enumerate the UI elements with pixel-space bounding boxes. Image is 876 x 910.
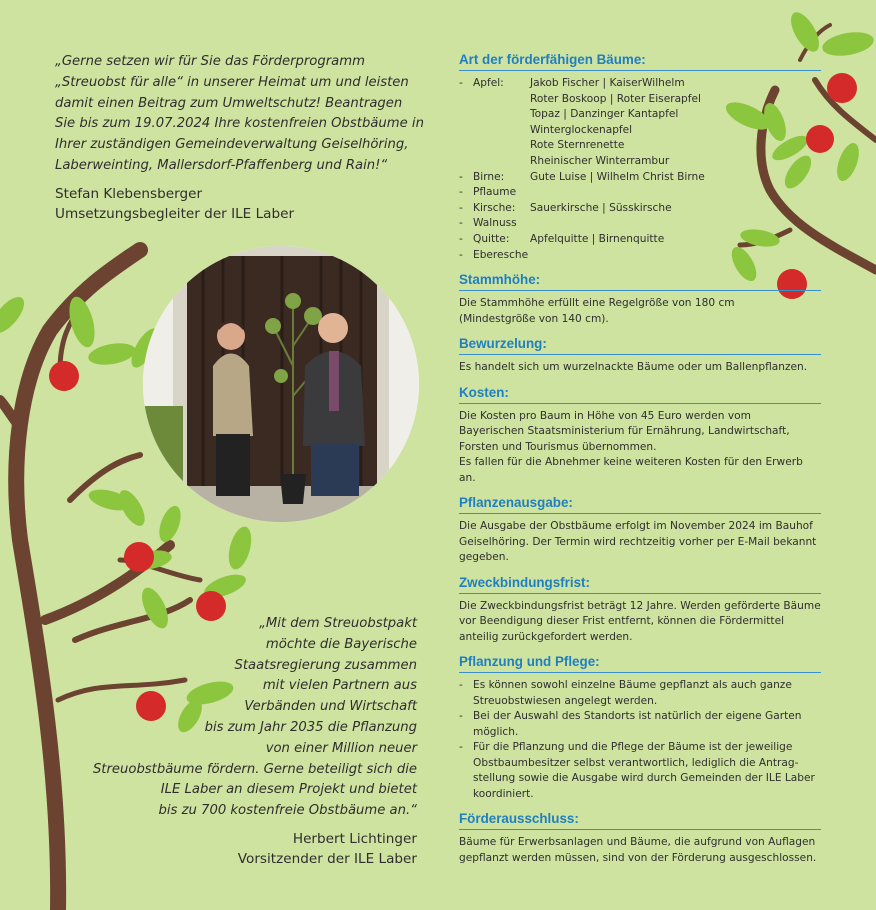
tree-name: Quitte:: [473, 232, 510, 245]
quote-line: möchte die Bayerische: [265, 636, 417, 652]
list-text: stellung sowie die Ausgabe wird durch Gemeinden der ILE Laber: [473, 772, 815, 785]
list-dash: [459, 694, 473, 710]
section-text: [459, 360, 821, 376]
section-title: Kosten:: [459, 385, 821, 404]
list-item: [459, 678, 821, 694]
leaf: [155, 503, 185, 545]
list-dash: -: [459, 710, 463, 723]
text-line: anteilig zurückgefordert werden.: [459, 630, 633, 643]
text-line: (Mindestgröße von 140 cm).: [459, 312, 609, 325]
tree-row: [459, 92, 821, 108]
text-line: gegeben.: [459, 551, 509, 564]
tree-varieties: [530, 216, 821, 232]
quote-line: „Streuobst für alle“ in unserer Heimat um und leisten: [55, 74, 409, 90]
list-dash: [459, 787, 473, 803]
list-dash: -: [459, 741, 463, 754]
text-line: Bäume für Erwerbsanlagen und Bäume, die aufgrund von Auflagen: [459, 836, 816, 849]
list-dash: [459, 725, 473, 741]
quote-line: bis zum Jahr 2035 die Pflanzung: [204, 719, 417, 735]
author-name: Herbert Lichtinger: [292, 831, 417, 847]
section-kosten: [459, 385, 821, 487]
tree-varieties: Sauerkirsche | Süsskirsche: [530, 201, 672, 214]
tree-name: Eberesche: [473, 248, 529, 261]
section-foerderausschluss: [459, 811, 821, 866]
list-item: [459, 787, 821, 803]
list-dash: [459, 92, 473, 108]
quote-klebensberger: [55, 52, 425, 177]
tree-name: Birne:: [473, 170, 505, 183]
section-title: Förderausschluss:: [459, 811, 821, 830]
list-dash: [459, 154, 473, 170]
quote-lichtinger: [57, 614, 417, 822]
text-line: Geiselhöring. Der Termin wird rechtzeitig vorher per E-Mail bekannt: [459, 535, 817, 548]
section-title: Stammhöhe:: [459, 272, 821, 291]
author-role: Vorsitzender der ILE Laber: [237, 851, 417, 867]
tree-name: Walnuss: [473, 217, 517, 230]
list-dash: -: [459, 232, 463, 245]
section-text: [459, 599, 821, 646]
apple: [827, 73, 857, 103]
text-line: Forsten und Tourismus übernommen.: [459, 440, 657, 453]
list-dash: -: [459, 170, 463, 183]
text-line: Die Stammhöhe erfüllt eine Regelgröße von 180 cm: [459, 297, 735, 310]
tree-varieties: Rheinischer Winterrambur: [530, 154, 670, 167]
text-line: Es fallen für die Abnehmer keine weiteren Kosten für den Erwerb an.: [459, 456, 803, 484]
bullet-list: [459, 678, 821, 802]
tree-varieties: Jakob Fischer | KaiserWilhelm: [530, 77, 685, 89]
leaf: [0, 292, 30, 339]
leaf: [87, 340, 138, 368]
list-dash: [459, 138, 473, 154]
section-title: Pflanzenausgabe:: [459, 495, 821, 514]
text-line: gepflanzt werden müssen, sind von der Förderung ausgeschlossen.: [459, 851, 817, 864]
tree-name: Apfel:: [473, 77, 504, 89]
tree-row: [459, 123, 821, 139]
tree-varieties: [530, 185, 821, 201]
list-dash: -: [459, 248, 463, 261]
tree-varieties: Rote Sternrenette: [530, 139, 625, 152]
photo-illustration: [143, 246, 419, 522]
tree-varieties: Roter Boskoop | Roter Eiserapfel: [530, 92, 701, 105]
tree-row: [459, 216, 821, 232]
tree-row: [459, 138, 821, 154]
text-line: Die Zweckbindungsfrist beträgt 12 Jahre. Werden geförderte Bäume: [459, 599, 821, 612]
list-item: [459, 740, 821, 756]
tree-row: [459, 154, 821, 170]
quote-line: Streuobstbäume fördern. Gerne beteiligt sich die: [92, 761, 417, 777]
tree-name: [473, 123, 530, 139]
tree-row: [459, 232, 821, 248]
author-name: Stefan Klebensberger: [55, 186, 203, 202]
quote-line: von einer Million neuer: [265, 740, 417, 756]
author-role: Umsetzungsbegleiter der ILE Laber: [55, 206, 295, 222]
quote-line: bis zu 700 kostenfreie Obstbäume an.“: [158, 803, 417, 819]
tree-name: [473, 107, 530, 123]
leaf: [225, 524, 256, 572]
tree-name: [473, 138, 530, 154]
list-dash: -: [459, 77, 463, 89]
tree-row: [459, 248, 821, 264]
text-line: Es handelt sich um wurzelnackte Bäume oder um Ballenpflanzen.: [459, 361, 808, 374]
portrait-photo: [143, 246, 419, 522]
section-text: [459, 409, 821, 487]
quote-line: ILE Laber an diesem Projekt und bietet: [160, 782, 417, 798]
list-text: Für die Pflanzung und die Pflege der Bäume ist der jeweilige: [473, 741, 793, 754]
list-dash: [459, 756, 473, 772]
section-title: Pflanzung und Pflege:: [459, 654, 821, 673]
text-line: Die Kosten pro Baum in Höhe von 45 Euro werden vom: [459, 409, 751, 422]
section-pflanzung-pflege: [459, 654, 821, 802]
list-text: Streuobstwiesen angelegt werden.: [473, 694, 658, 707]
section-text: [459, 296, 821, 327]
section-trees: [459, 52, 821, 263]
list-text: Obstbaumbesitzer selbst verantwortlich, lediglich die Antrag-: [473, 756, 799, 769]
list-text: Es können sowohl einzelne Bäume gepflanzt als auch ganze: [473, 679, 792, 692]
list-item: [459, 709, 821, 725]
leaf: [833, 140, 864, 184]
author-klebensberger: [55, 184, 294, 224]
quote-line: Sie bis zum 19.07.2024 Ihre kostenfreien Obstbäume in: [55, 116, 424, 132]
text-line: Bayerischen Staatsministerium für Ernährung, Landwirtschaft,: [459, 425, 790, 438]
section-zweckbindungsfrist: [459, 575, 821, 646]
list-dash: [459, 771, 473, 787]
tree-name: [473, 154, 530, 170]
tree-row: [459, 185, 821, 201]
tree-name: Pflaume: [473, 186, 517, 199]
section-title: Art der förderfähigen Bäume:: [459, 52, 821, 71]
section-text: [459, 519, 821, 566]
list-dash: -: [459, 186, 463, 199]
tree-varieties: Winterglockenapfel: [530, 123, 633, 136]
section-bewurzelung: [459, 336, 821, 376]
list-dash: -: [459, 679, 463, 692]
section-title: Bewurzelung:: [459, 336, 821, 355]
tree-list: [459, 76, 821, 263]
leaf: [820, 29, 875, 60]
quote-line: mit vielen Partnern aus: [262, 678, 417, 694]
list-text: Bei der Auswahl des Standorts ist natürlich der eigene Garten: [473, 710, 802, 723]
apple: [124, 542, 154, 572]
quote-line: Staatsregierung zusammen: [234, 657, 417, 673]
quote-line: Laberweinting, Mallersdorf-Pfaffenberg und Rain!“: [55, 157, 388, 173]
quote-line: Ihrer zuständigen Gemeindeverwaltung Geiselhöring,: [55, 137, 409, 153]
apple: [49, 361, 79, 391]
list-item: [459, 725, 821, 741]
author-lichtinger: [238, 829, 417, 869]
quote-line: damit einen Beitrag zum Umweltschutz! Beantragen: [55, 95, 403, 111]
tree-row: [459, 76, 821, 92]
section-text: [459, 835, 821, 866]
quote-line: Verbänden und Wirtschaft: [244, 699, 417, 715]
tree-name: [473, 92, 530, 108]
section-pflanzenausgabe: [459, 495, 821, 566]
section-title: Zweckbindungsfrist:: [459, 575, 821, 594]
list-dash: [459, 123, 473, 139]
list-item: [459, 756, 821, 772]
list-dash: -: [459, 201, 463, 214]
list-item: [459, 771, 821, 787]
list-dash: [459, 107, 473, 123]
list-text: möglich.: [473, 725, 519, 738]
text-line: vor Beendigung dieser Frist entfernt, können die Fördermittel: [459, 615, 785, 628]
info-column: [459, 52, 821, 875]
tree-name: Kirsche:: [473, 201, 516, 214]
tree-varieties: Apfelquitte | Birnenquitte: [530, 232, 665, 245]
tree-varieties: Topaz | Danzinger Kantapfel: [530, 108, 679, 121]
list-text: koordiniert.: [473, 787, 534, 800]
text-line: Die Ausgabe der Obstbäume erfolgt im November 2024 im Bauhof: [459, 520, 813, 533]
quote-line: „Gerne setzen wir für Sie das Förderprogramm: [55, 54, 365, 69]
section-stammhoehe: [459, 272, 821, 327]
tree-row: [459, 201, 821, 217]
tree-row: [459, 107, 821, 123]
tree-varieties: [530, 248, 821, 264]
quote-line: „Mit dem Streuobstpakt: [259, 616, 417, 631]
list-item: [459, 694, 821, 710]
tree-varieties: Gute Luise | Wilhelm Christ Birne: [530, 170, 705, 183]
list-dash: -: [459, 217, 463, 230]
tree-row: [459, 170, 821, 186]
